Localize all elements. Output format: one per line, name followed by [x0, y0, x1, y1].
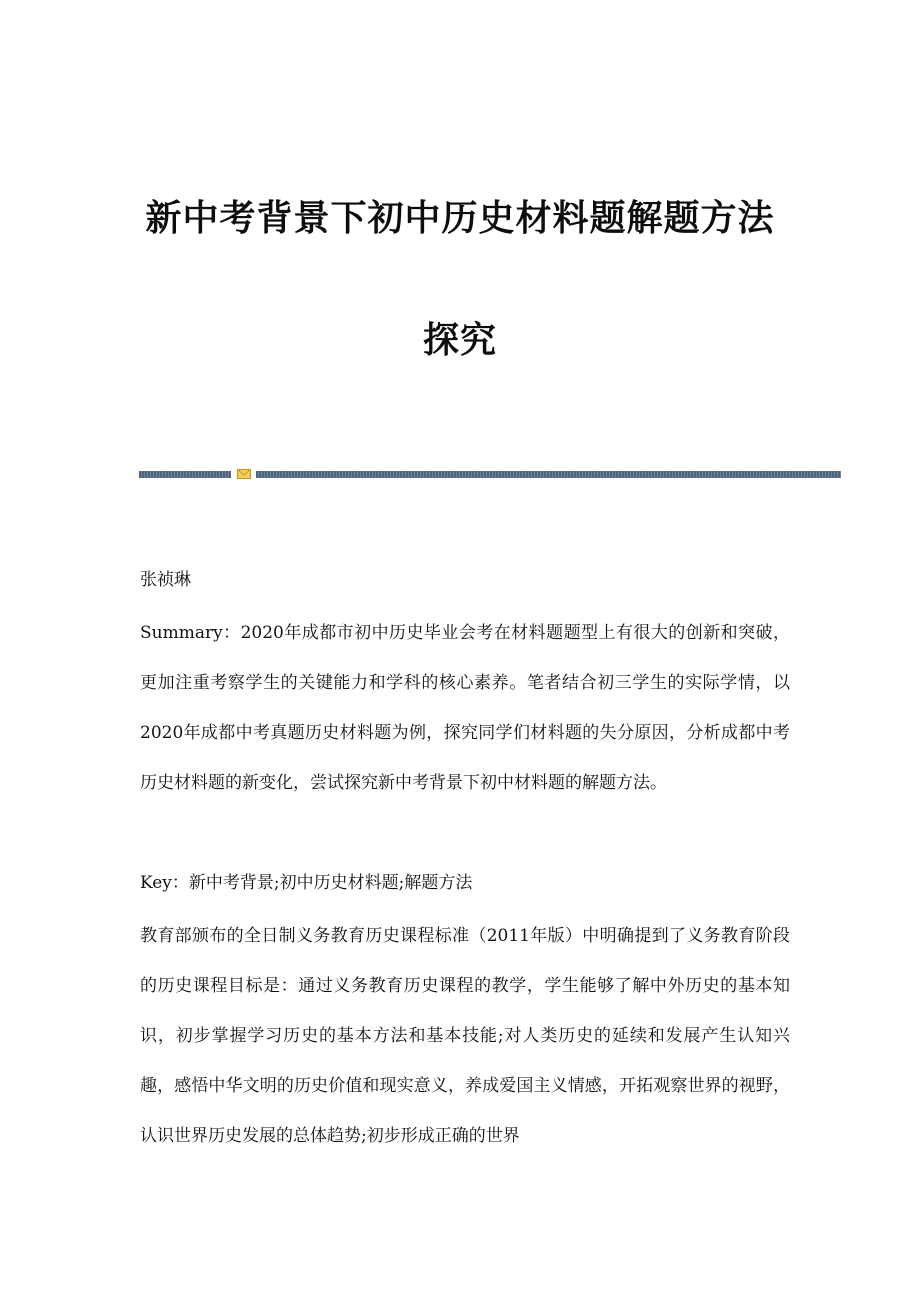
body-paragraph: 教育部颁布的全日制义务教育历史课程标准（2011年版）中明确提到了义务教育阶段的历史课程目标是：通过义务教育历史课程的教学，学生能够了解中外历史的基本知识，初步掌握学习历史的基本方法和基本技能;对人类历史的延续和发展产生认知兴趣，感悟中华文明的历史价值和现实意义，养成爱国主义情感，开拓观察世界的视野，认识世界历史发展的总体趋势;初步形成正确的世界 [140, 926, 790, 1146]
summary-label: Summary： [140, 623, 241, 643]
keywords-label: Key： [140, 873, 189, 893]
divider-bar-left [139, 471, 231, 478]
summary-paragraph [140, 608, 790, 808]
author-name: 张祯琳 [140, 570, 191, 590]
document-title-line-1: 新中考背景下初中历史材料题解题方法 [145, 198, 775, 239]
keywords-line [140, 858, 790, 908]
keywords-text: 新中考背景;初中历史材料题;解题方法 [188, 873, 473, 893]
document-title-line-2: 探究 [422, 320, 497, 361]
envelope-ornament-icon [237, 468, 251, 480]
divider-bar-right [256, 471, 841, 478]
title-divider [139, 468, 841, 480]
summary-text: 2020年成都市初中历史毕业会考在材料题题型上有很大的创新和突破，更加注重考察学生的关键能力和学科的核心素养。笔者结合初三学生的实际学情，以2020年成都中考真题历史材料题为例，探究同学们材料题的失分原因，分析成都中考历史材料题的新变化，尝试探究新中考背景下初中材料题的解题方法。 [140, 623, 790, 793]
